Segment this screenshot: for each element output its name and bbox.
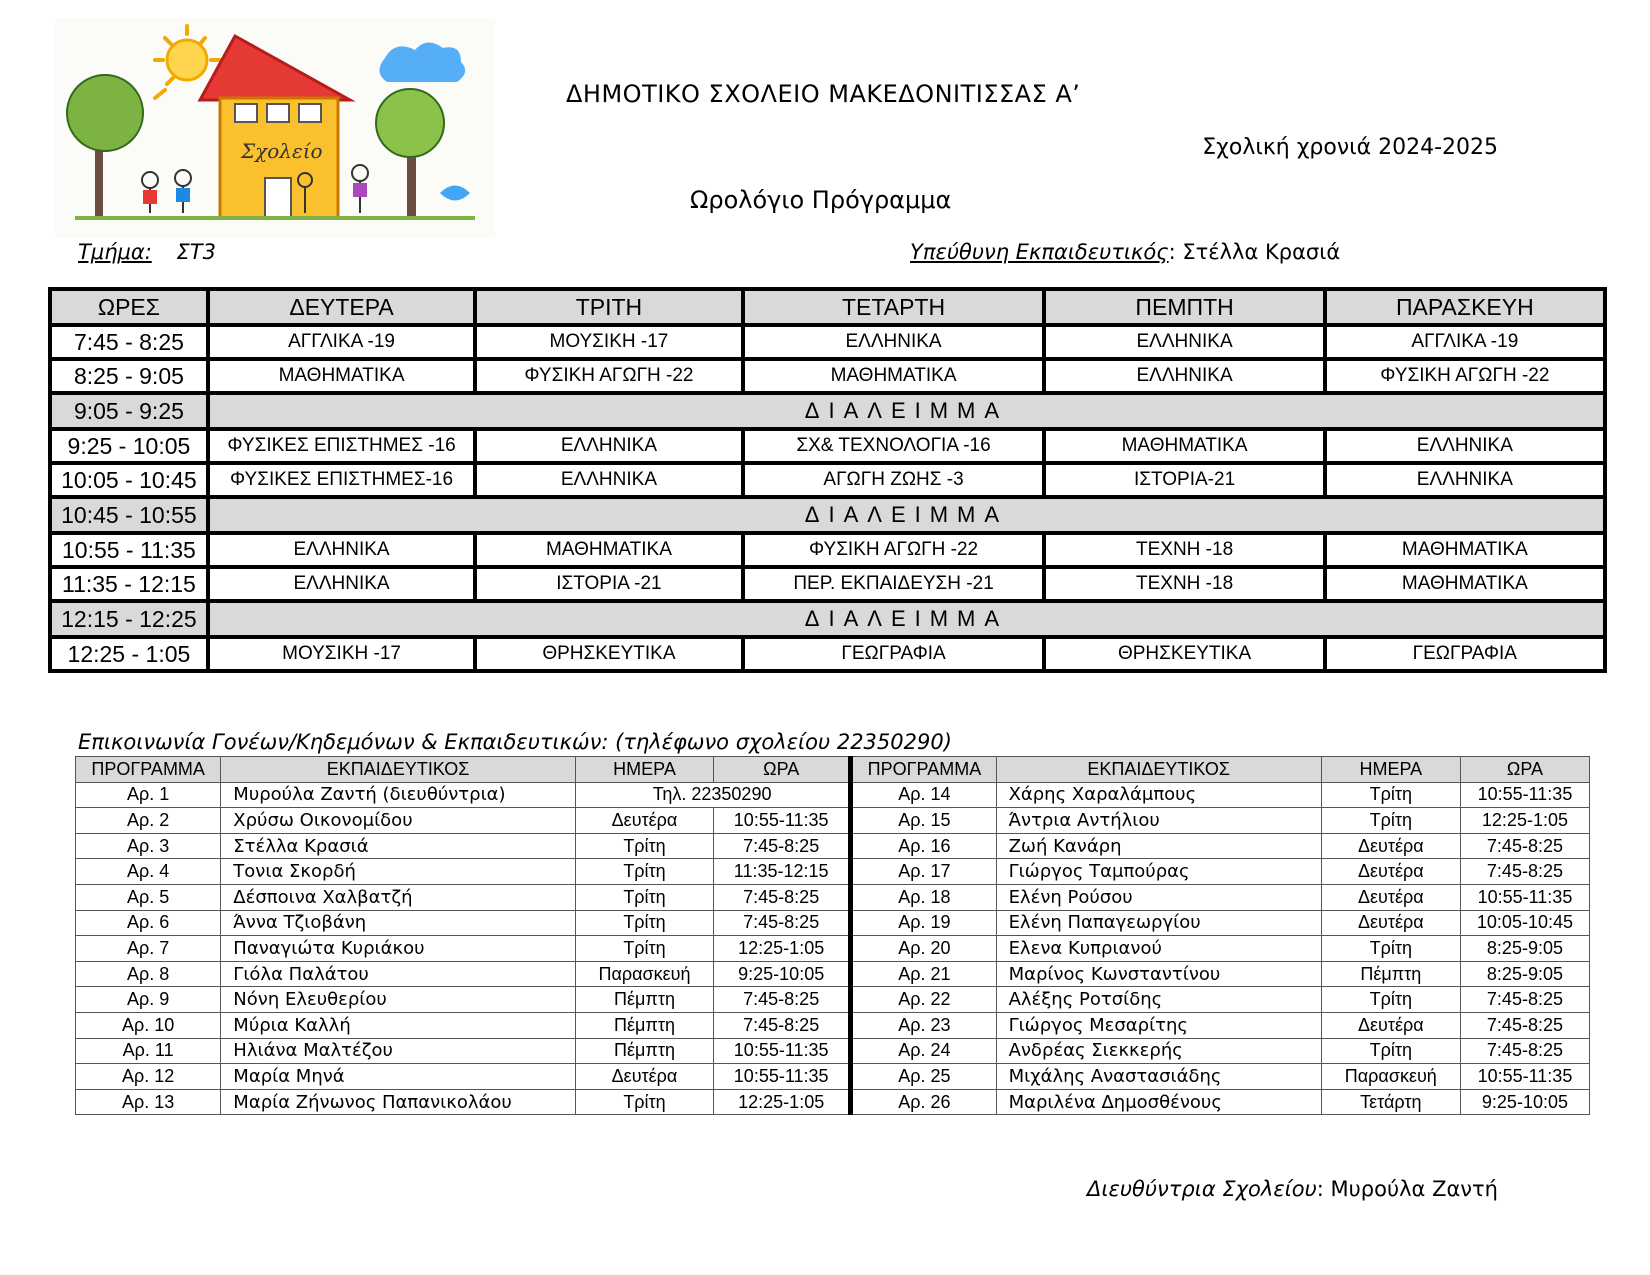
day-cell: Πέμπτη bbox=[575, 1012, 713, 1038]
time-slot: 10:55 - 11:35 bbox=[52, 535, 206, 565]
schedule-row bbox=[52, 327, 1603, 357]
time-slot: 12:25 - 1:05 bbox=[52, 639, 206, 669]
day-cell: Τρίτη bbox=[1321, 936, 1460, 962]
subject-cell: ΜΑΘΗΜΑΤΙΚΑ bbox=[1046, 431, 1322, 461]
col-teacher: ΕΚΠΑΙΔΕΥΤΙΚΟΣ bbox=[221, 757, 576, 783]
time-cell: 10:05-10:45 bbox=[1460, 910, 1589, 936]
room-cell: Αρ. 22 bbox=[851, 987, 996, 1013]
subject-cell: ΜΟΥΣΙΚΗ -17 bbox=[210, 639, 473, 669]
day-cell: Πέμπτη bbox=[575, 1038, 713, 1064]
subject-cell: ΙΣΤΟΡΙΑ-21 bbox=[1046, 465, 1322, 495]
subject-cell: ΜΟΥΣΙΚΗ -17 bbox=[477, 327, 740, 357]
break-label: ΔΙΑΛΕΙΜΜΑ bbox=[210, 395, 1603, 427]
time-cell: 11:35-12:15 bbox=[714, 859, 851, 885]
day-cell: Τρίτη bbox=[575, 910, 713, 936]
principal-line bbox=[1087, 1177, 1498, 1201]
time-cell: 12:25-1:05 bbox=[714, 936, 851, 962]
room-cell: Αρ. 17 bbox=[851, 859, 996, 885]
day-cell: Τρίτη bbox=[1321, 1038, 1460, 1064]
teacher-name-cell: Νόνη Ελευθερίου bbox=[221, 987, 576, 1013]
time-cell: 10:55-11:35 bbox=[714, 808, 851, 834]
teacher-name-cell: Άννα Τζιοβάνη bbox=[221, 910, 576, 936]
subject-cell: ΑΓΩΓΗ ΖΩΗΣ -3 bbox=[745, 465, 1043, 495]
room-cell: Αρ. 11 bbox=[76, 1038, 221, 1064]
header-tuesday: ΤΡΙΤΗ bbox=[477, 291, 740, 323]
header-friday: ΠΑΡΑΣΚΕΥΗ bbox=[1327, 291, 1603, 323]
room-cell: Αρ. 20 bbox=[851, 936, 996, 962]
room-cell: Αρ. 24 bbox=[851, 1038, 996, 1064]
subject-cell: ΦΥΣΙΚΕΣ ΕΠΙΣΤΗΜΕΣ -16 bbox=[210, 431, 473, 461]
contact-row bbox=[76, 833, 1590, 859]
subject-cell: ΓΕΩΓΡΑΦΙΑ bbox=[1327, 639, 1603, 669]
room-cell: Αρ. 7 bbox=[76, 936, 221, 962]
subject-cell: ΦΥΣΙΚΕΣ ΕΠΙΣΤΗΜΕΣ-16 bbox=[210, 465, 473, 495]
time-cell: 7:45-8:25 bbox=[714, 833, 851, 859]
room-cell: Αρ. 14 bbox=[851, 782, 996, 808]
break-row bbox=[52, 499, 1603, 531]
time-slot: 9:05 - 9:25 bbox=[52, 395, 206, 427]
teacher-name-cell: Ανδρέας Σιεκκερής bbox=[996, 1038, 1321, 1064]
teacher-name-cell: Μαρία Μηνά bbox=[221, 1064, 576, 1090]
subject-cell: ΑΓΓΛΙΚΑ -19 bbox=[210, 327, 473, 357]
subject-cell: ΑΓΓΛΙΚΑ -19 bbox=[1327, 327, 1603, 357]
subject-cell: ΕΛΛΗΝΙΚΑ bbox=[1327, 431, 1603, 461]
header-thursday: ΠΕΜΠΤΗ bbox=[1046, 291, 1322, 323]
time-slot: 9:25 - 10:05 bbox=[52, 431, 206, 461]
schedule-row bbox=[52, 431, 1603, 461]
teacher-name-cell: Χρύσω Οικονομίδου bbox=[221, 808, 576, 834]
schedule-header-row bbox=[52, 291, 1603, 323]
teacher-name-cell: Χάρης Χαραλάμπους bbox=[996, 782, 1321, 808]
subject-cell: ΦΥΣΙΚΗ ΑΓΩΓΗ -22 bbox=[745, 535, 1043, 565]
day-cell: Δευτέρα bbox=[575, 1064, 713, 1090]
subject-cell: ΕΛΛΗΝΙΚΑ bbox=[745, 327, 1043, 357]
teacher-name-cell: Μυρούλα Ζαντή (διευθύντρια) bbox=[221, 782, 576, 808]
day-cell: Τρίτη bbox=[1321, 987, 1460, 1013]
subject-cell: ΜΑΘΗΜΑΤΙΚΑ bbox=[1327, 569, 1603, 599]
teacher-name-cell: Δέσποινα Χαλβατζή bbox=[221, 884, 576, 910]
logo-text: Σχολείο bbox=[241, 139, 323, 163]
teacher-name-cell: Αλέξης Ροτσίδης bbox=[996, 987, 1321, 1013]
room-cell: Αρ. 12 bbox=[76, 1064, 221, 1090]
schedule-row bbox=[52, 639, 1603, 669]
room-cell: Αρ. 2 bbox=[76, 808, 221, 834]
break-label: ΔΙΑΛΕΙΜΜΑ bbox=[210, 603, 1603, 635]
time-slot: 11:35 - 12:15 bbox=[52, 569, 206, 599]
time-slot: 8:25 - 9:05 bbox=[52, 361, 206, 391]
teacher-name-cell: Μαρία Ζήνωνος Παπανικολάου bbox=[221, 1089, 576, 1115]
schedule-row bbox=[52, 535, 1603, 565]
time-cell: 7:45-8:25 bbox=[714, 910, 851, 936]
schedule-row bbox=[52, 465, 1603, 495]
col-teacher: ΕΚΠΑΙΔΕΥΤΙΚΟΣ bbox=[996, 757, 1321, 783]
teacher-name-cell: Ελενα Κυπριανού bbox=[996, 936, 1321, 962]
subject-cell: ΕΛΛΗΝΙΚΑ bbox=[1046, 361, 1322, 391]
subject-cell: ΣΧ& ΤΕΧΝΟΛΟΓΙΑ -16 bbox=[745, 431, 1043, 461]
phone-cell: Τηλ. 22350290 bbox=[575, 782, 850, 808]
subject-cell: ΦΥΣΙΚΗ ΑΓΩΓΗ -22 bbox=[1327, 361, 1603, 391]
contact-row bbox=[76, 1038, 1590, 1064]
contact-row bbox=[76, 1064, 1590, 1090]
time-cell: 12:25-1:05 bbox=[1460, 808, 1589, 834]
schedule-row bbox=[52, 361, 1603, 391]
day-cell: Δευτέρα bbox=[1321, 884, 1460, 910]
subject-cell: ΕΛΛΗΝΙΚΑ bbox=[210, 569, 473, 599]
time-cell: 7:45-8:25 bbox=[1460, 833, 1589, 859]
contact-row bbox=[76, 1089, 1590, 1115]
principal-value: : Μυρούλα Ζαντή bbox=[1316, 1177, 1498, 1201]
time-cell: 10:55-11:35 bbox=[714, 1038, 851, 1064]
school-logo-drawing bbox=[55, 18, 495, 238]
subject-cell: ΕΛΛΗΝΙΚΑ bbox=[477, 465, 740, 495]
teacher-name-cell: Ηλιάνα Μαλτέζου bbox=[221, 1038, 576, 1064]
teacher-name-cell: Ζωή Κανάρη bbox=[996, 833, 1321, 859]
contact-row bbox=[76, 987, 1590, 1013]
room-cell: Αρ. 19 bbox=[851, 910, 996, 936]
subject-cell: ΓΕΩΓΡΑΦΙΑ bbox=[745, 639, 1043, 669]
subject-cell: ΜΑΘΗΜΑΤΙΚΑ bbox=[745, 361, 1043, 391]
day-cell: Δευτέρα bbox=[1321, 910, 1460, 936]
day-cell: Τετάρτη bbox=[1321, 1089, 1460, 1115]
principal-label: Διευθύντρια Σχολείου bbox=[1087, 1177, 1317, 1201]
contact-row bbox=[76, 910, 1590, 936]
break-label: ΔΙΑΛΕΙΜΜΑ bbox=[210, 499, 1603, 531]
schedule-row bbox=[52, 569, 1603, 599]
col-program: ΠΡΟΓΡΑΜΜΑ bbox=[76, 757, 221, 783]
room-cell: Αρ. 4 bbox=[76, 859, 221, 885]
time-cell: 7:45-8:25 bbox=[714, 1012, 851, 1038]
contacts-table bbox=[75, 756, 1590, 1115]
time-cell: 9:25-10:05 bbox=[1460, 1089, 1589, 1115]
program-title: Ωρολόγιο Πρόγραμμα bbox=[690, 186, 952, 214]
day-cell: Δευτέρα bbox=[1321, 859, 1460, 885]
teacher-name-cell: Μιχάλης Αναστασιάδης bbox=[996, 1064, 1321, 1090]
col-time: ΩΡΑ bbox=[714, 757, 851, 783]
day-cell: Δευτέρα bbox=[1321, 833, 1460, 859]
time-cell: 8:25-9:05 bbox=[1460, 936, 1589, 962]
room-cell: Αρ. 10 bbox=[76, 1012, 221, 1038]
time-slot: 7:45 - 8:25 bbox=[52, 327, 206, 357]
subject-cell: ΦΥΣΙΚΗ ΑΓΩΓΗ -22 bbox=[477, 361, 740, 391]
subject-cell: ΕΛΛΗΝΙΚΑ bbox=[210, 535, 473, 565]
room-cell: Αρ. 9 bbox=[76, 987, 221, 1013]
time-cell: 7:45-8:25 bbox=[1460, 1012, 1589, 1038]
class-value: ΣΤ3 bbox=[176, 240, 216, 264]
contact-row bbox=[76, 884, 1590, 910]
room-cell: Αρ. 1 bbox=[76, 782, 221, 808]
subject-cell: ΘΡΗΣΚΕΥΤΙΚΑ bbox=[1046, 639, 1322, 669]
teacher-name-cell: Γιόλα Παλάτου bbox=[221, 961, 576, 987]
time-cell: 10:55-11:35 bbox=[1460, 1064, 1589, 1090]
time-slot: 10:45 - 10:55 bbox=[52, 499, 206, 531]
time-cell: 12:25-1:05 bbox=[714, 1089, 851, 1115]
room-cell: Αρ. 18 bbox=[851, 884, 996, 910]
teacher-name-cell: Μαρίνος Κωνσταντίνου bbox=[996, 961, 1321, 987]
subject-cell: ΜΑΘΗΜΑΤΙΚΑ bbox=[477, 535, 740, 565]
school-name: ΔΗΜΟΤΙΚΟ ΣΧΟΛΕΙΟ ΜΑΚΕΔΟΝΙΤΙΣΣΑΣ Α’ bbox=[566, 80, 1081, 108]
subject-cell: ΕΛΛΗΝΙΚΑ bbox=[477, 431, 740, 461]
contact-row bbox=[76, 859, 1590, 885]
time-cell: 7:45-8:25 bbox=[714, 884, 851, 910]
room-cell: Αρ. 15 bbox=[851, 808, 996, 834]
col-program: ΠΡΟΓΡΑΜΜΑ bbox=[851, 757, 996, 783]
teacher-name-cell: Μύρια Καλλή bbox=[221, 1012, 576, 1038]
room-cell: Αρ. 5 bbox=[76, 884, 221, 910]
day-cell: Δευτέρα bbox=[1321, 1012, 1460, 1038]
subject-cell: ΠΕΡ. ΕΚΠΑΙΔΕΥΣΗ -21 bbox=[745, 569, 1043, 599]
contact-row bbox=[76, 961, 1590, 987]
schedule-table bbox=[48, 287, 1607, 673]
contacts-header-row bbox=[76, 757, 1590, 783]
time-slot: 12:15 - 12:25 bbox=[52, 603, 206, 635]
day-cell: Τρίτη bbox=[575, 1089, 713, 1115]
teacher-name-cell: Γιώργος Ταμπούρας bbox=[996, 859, 1321, 885]
subject-cell: ΕΛΛΗΝΙΚΑ bbox=[1046, 327, 1322, 357]
subject-cell: ΕΛΛΗΝΙΚΑ bbox=[1327, 465, 1603, 495]
time-cell: 8:25-9:05 bbox=[1460, 961, 1589, 987]
col-day: ΗΜΕΡΑ bbox=[575, 757, 713, 783]
col-time: ΩΡΑ bbox=[1460, 757, 1589, 783]
school-year: Σχολική χρονιά 2024-2025 bbox=[1202, 135, 1498, 160]
subject-cell: ΤΕΧΝΗ -18 bbox=[1046, 535, 1322, 565]
teacher-label: Υπεύθυνη Εκπαιδευτικός bbox=[910, 240, 1169, 264]
room-cell: Αρ. 23 bbox=[851, 1012, 996, 1038]
time-slot: 10:05 - 10:45 bbox=[52, 465, 206, 495]
time-cell: 10:55-11:35 bbox=[714, 1064, 851, 1090]
time-cell: 10:55-11:35 bbox=[1460, 884, 1589, 910]
subject-cell: ΤΕΧΝΗ -18 bbox=[1046, 569, 1322, 599]
day-cell: Παρασκευή bbox=[1321, 1064, 1460, 1090]
day-cell: Πέμπτη bbox=[1321, 961, 1460, 987]
day-cell: Τρίτη bbox=[575, 859, 713, 885]
teacher-name-cell: Τονια Σκορδή bbox=[221, 859, 576, 885]
teacher-value: : Στέλλα Κρασιά bbox=[1168, 240, 1341, 264]
teacher-name-cell: Στέλλα Κρασιά bbox=[221, 833, 576, 859]
subject-cell: ΜΑΘΗΜΑΤΙΚΑ bbox=[210, 361, 473, 391]
col-day: ΗΜΕΡΑ bbox=[1321, 757, 1460, 783]
class-line bbox=[78, 240, 216, 264]
class-label: Τμήμα: bbox=[78, 240, 152, 264]
contact-row bbox=[76, 1012, 1590, 1038]
room-cell: Αρ. 3 bbox=[76, 833, 221, 859]
contact-row bbox=[76, 782, 1590, 808]
teacher-name-cell: Άντρια Αντήλιου bbox=[996, 808, 1321, 834]
time-cell: 7:45-8:25 bbox=[1460, 859, 1589, 885]
subject-cell: ΙΣΤΟΡΙΑ -21 bbox=[477, 569, 740, 599]
day-cell: Τρίτη bbox=[1321, 808, 1460, 834]
contact-section-title: Επικοινωνία Γονέων/Κηδεμόνων & Εκπαιδευτικών: (τηλέφωνο σχολείου 22350290) bbox=[78, 730, 952, 754]
time-cell: 10:55-11:35 bbox=[1460, 782, 1589, 808]
teacher-name-cell: Ελένη Παπαγεωργίου bbox=[996, 910, 1321, 936]
day-cell: Τρίτη bbox=[575, 936, 713, 962]
room-cell: Αρ. 8 bbox=[76, 961, 221, 987]
header-monday: ΔΕΥΤΕΡΑ bbox=[210, 291, 473, 323]
time-cell: 7:45-8:25 bbox=[714, 987, 851, 1013]
room-cell: Αρ. 21 bbox=[851, 961, 996, 987]
contact-row bbox=[76, 936, 1590, 962]
room-cell: Αρ. 6 bbox=[76, 910, 221, 936]
room-cell: Αρ. 26 bbox=[851, 1089, 996, 1115]
break-row bbox=[52, 395, 1603, 427]
room-cell: Αρ. 13 bbox=[76, 1089, 221, 1115]
header-hours: ΩΡΕΣ bbox=[52, 291, 206, 323]
day-cell: Πέμπτη bbox=[575, 987, 713, 1013]
day-cell: Παρασκευή bbox=[575, 961, 713, 987]
teacher-name-cell: Μαριλένα Δημοσθένους bbox=[996, 1089, 1321, 1115]
responsible-teacher-line bbox=[910, 240, 1340, 264]
contact-row bbox=[76, 808, 1590, 834]
room-cell: Αρ. 25 bbox=[851, 1064, 996, 1090]
day-cell: Δευτέρα bbox=[575, 808, 713, 834]
time-cell: 7:45-8:25 bbox=[1460, 1038, 1589, 1064]
day-cell: Τρίτη bbox=[575, 833, 713, 859]
time-cell: 9:25-10:05 bbox=[714, 961, 851, 987]
subject-cell: ΜΑΘΗΜΑΤΙΚΑ bbox=[1327, 535, 1603, 565]
subject-cell: ΘΡΗΣΚΕΥΤΙΚΑ bbox=[477, 639, 740, 669]
time-cell: 7:45-8:25 bbox=[1460, 987, 1589, 1013]
break-row bbox=[52, 603, 1603, 635]
header-wednesday: ΤΕΤΑΡΤΗ bbox=[745, 291, 1043, 323]
teacher-name-cell: Παναγιώτα Κυριάκου bbox=[221, 936, 576, 962]
day-cell: Τρίτη bbox=[575, 884, 713, 910]
day-cell: Τρίτη bbox=[1321, 782, 1460, 808]
teacher-name-cell: Γιώργος Μεσαρίτης bbox=[996, 1012, 1321, 1038]
teacher-name-cell: Ελένη Ρούσου bbox=[996, 884, 1321, 910]
room-cell: Αρ. 16 bbox=[851, 833, 996, 859]
